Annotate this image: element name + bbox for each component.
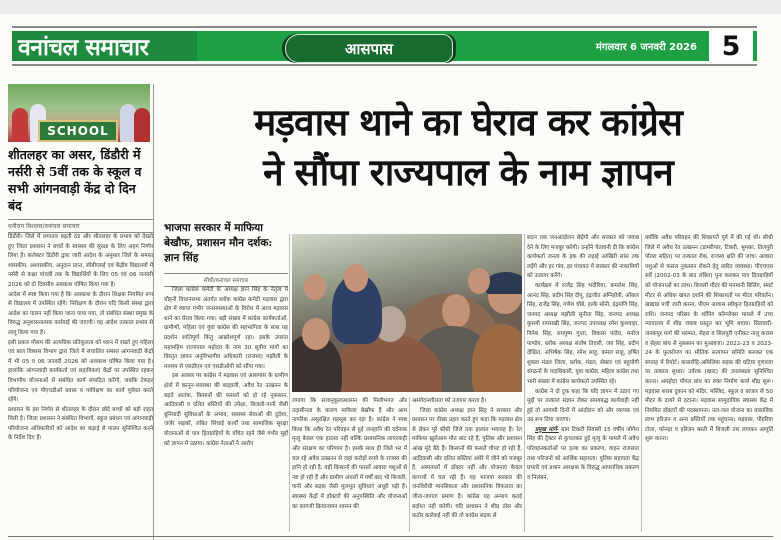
paragraph: प्रशासन के इस निर्णय से शीतलहर के दौरान छोटे बच्चों को बड़ी राहत मिली है। जिला प्रशासन ने संबंधित विभागों, स्कूल प्रबंधन एवं आंगनवाड़ी परियोजना अधिकारियों को आदेश का कड़ाई से पालन सुनिश्चित करने के निर्देश दिए हैं। [8, 406, 153, 442]
paragraph: सदन तक जनआंदोलन छेड़ेगी और सरकार को जवाब देने के लिए मजबूर करेगी। उन्होंने चेतावनी दी कि कांग्रेस कार्यकर्ता जनता के हक की लड़ाई आखिरी सांस तक लड़ेंगे और हर गांव, हर पंचायत में सरकार की नाकामियों को उजागर करेंगे। [527, 235, 639, 280]
story-column-1 [164, 286, 288, 532]
paragraph: इसी प्रकार मौसम की अत्यधिक प्रतिकूलता को ध्यान में रखते हुए महिला एवं बाल विकास विभाग द्वारा जिले में संचालित समस्त आंगनवाड़ी केंद्रों में भी 05 व 06 जनवरी 2026 को अवकाश घोषित किया गया है। हालांकि आंगनवाड़ी कार्यकर्ता एवं सहायिकाएं केंद्रों पर उपस्थित रहकर विभागीय योजनाओं से संबंधित कार्य संपादित करेंगी, जबकि टेकहर परियोजना एवं पीएचडीओ प्रवास व पर्यवेक्षण का कार्य पूर्ववत करते रहेंगे। [8, 339, 153, 404]
paragraph: लगाया कि सत्तानुकूलप्रशासन की मिलीभगत और उदासीनता के कारण माफिया बेखौफ हैं और आम नागरिक असुरक्षित महसूस कर रहा है। कांग्रेस ने स्पष्ट किया कि अवैध रेत परिवहन से हुई जनहानि की दर्दनाक मृत्यु केवल एक हादसा नहीं बल्कि प्रशासनिक लापरवाही और संरक्षण का परिणाम है। इसके साथ ही जिले भर में चल रहे अवैध उत्खनन से जहां करोड़ों रुपये के राजस्व की हानि हो रही है, वहीं किसानों की फसलें आवारा पशुओं से नष्ट हो रही हैं और ग्रामीण अंचलों में वर्षों बाद भी बिजली, पानी और सड़क जैसी मूलभूत सुविधाएं अधूरी पड़ी हैं। स्वास्थ्य केंद्रों में डॉक्टरों की अनुपस्थिति और योजनाओं का कागजी क्रियान्वयन शासन की [292, 398, 407, 510]
left-story [8, 84, 154, 540]
story-column-2 [292, 397, 407, 532]
child-figure [134, 108, 150, 142]
left-story-headline: शीतलहर का असर, डिंडौरी में नर्सरी से 5वीं तक के स्कूल व सभी आंगनवाड़ी केंद्र दो दिन बंद [8, 147, 142, 213]
column-divider [289, 234, 290, 532]
column-divider [641, 234, 642, 532]
paragraph: जिला कांग्रेस अध्यक्ष ज्ञान सिंह ने सरकार और प्रशासन पर तीखा प्रहार करते हुए कहा कि मड़वास क्षेत्र से लेकर पूरे सीधी जिले तक हालात भयावह हैं। रेत माफिया खुलेआम मौत बांट रहे हैं, पुलिस और प्रशासन आंख मूंदे बैठे हैं। किसानों की फसलें चौपट हो रही हैं, आदिवासी और दलित बस्तियां अंधेरे में जीने को मजबूर हैं, अस्पतालों में डॉक्टर नहीं और योजनाएं केवल कागजों में चल रही हैं। यह भाजपा सरकार की जनविरोधी मानसिकता और प्रशासनिक विफलता का जीता-जागता प्रमाण है। कांग्रेस यह अन्याय कतई बर्दाश्त नहीं करेगी। यदि प्रशासन ने शीघ्र ठोस और कठोर कार्रवाई नहीं की तो कांग्रेस सड़क से [412, 407, 522, 520]
person-head [344, 264, 368, 292]
protest-photo [292, 234, 522, 392]
newspaper-brand: वनांचल समाचार [12, 31, 197, 61]
headline-line-2: ने सौंपा राज्यपाल के नाम ज्ञापन [263, 151, 673, 194]
person-head [304, 274, 326, 300]
story-column-5 [645, 234, 773, 532]
issue-date: मंगलवार 6 जनवरी 2026 [595, 42, 697, 53]
school-children-photo [8, 84, 150, 142]
bottom-rule [8, 536, 773, 537]
paragraph: इस अवसर पर कांग्रेस ने मड़वास एवं आसपास के ग्रामीण क्षेत्रों में कानून-व्यवस्था की बदहाली, अवैध रेत उत्खनन के बढ़ते आतंक, किसानों की फसलों को हो रहे नुकसान, आदिवासी व दलित बस्तियों की उपेक्षा, बिजली-पानी जैसी बुनियादी सुविधाओं के अभाव, स्वास्थ्य सेवाओं की दुर्दशा, जर्जर सड़कों, लंबित सिंचाई कार्यों तथा सामाजिक सुरक्षा योजनाओं से पात्र हितग्राहियों के वंचित रहने जैसे गंभीर मुद्दों को ज्ञापन में उठाया। कांग्रेस नेताओं ने आरोप [164, 373, 288, 447]
story-column-4 [527, 234, 639, 532]
school-board-sign: SCHOOL [38, 120, 118, 142]
left-story-byline: धनीराम विश्वास/वनांचल समाचार [8, 219, 153, 233]
key-demands-label: प्रमुख मांगें- [535, 426, 559, 433]
child-figure [12, 108, 28, 142]
sub-headline: भाजपा सरकार में माफिया बेखौफ, प्रशासन मौन दर्शक: ज्ञान सिंह [164, 222, 273, 264]
main-headline [162, 98, 774, 198]
column-divider [409, 397, 410, 532]
section-label: आसपास [285, 34, 453, 63]
paragraph: कार्यक्रम में राजेंद्र सिंह भदौरिया, कमलेश सिंह, आनंद सिंह, प्रदीप सिंह दीपू, इंद्रजीत अग्निहोत्री, ओंकार सिंह, राजेंद्र सिंह, गणेश चौबे, हल्के सोनी, इंद्रमणि सिंह, जनपद अध्यक्ष मझौली सुनीता सिंह, जनपद अध्यक्ष कुसमी रामसखी सिंह, जनपद उपाध्यक्ष रमेश कुशवाहा, विनेश सिंह, रामपुष्प गुप्ता, विकास पांडेय, मनोज पाण्डेय, ब्लॉक अध्यक्ष संतोष तिवारी, जय सिंह, प्रदीप दीक्षित, अभिषेक सिंह, रमेश साहू, कमल साहू, हर्षित शुक्ला मंडल जिला, ब्लॉक, मंडल, सेक्टर एवं बहुयोगी संगठनों के पदाधिकारी, युवा कांग्रेस, महिला कांग्रेस तथा भारी संख्या में कांग्रेस कार्यकर्ता उपस्थित रहे। [527, 282, 639, 385]
column-divider [524, 234, 525, 532]
paragraph: असंवेदनशीलता को उजागर करता है। [412, 398, 487, 404]
main-story-byline: सीधी/वनांचल समाचार [164, 273, 288, 287]
paragraph: आदेश में स्पष्ट किया गया है कि अवकाश के दौरान शिक्षक नियमित रूप से विद्यालय में उपस्थित रहेंगे। निरीक्षण के दौरान यदि किसी संस्था द्वारा आदेश का पालन नहीं किया जाना पाया गया, तो संबंधित संस्था प्रमुख के विरुद्ध अनुशासनात्मक कार्रवाई की जाएगी। यह आदेश तत्काल प्रभाव से लागू किया गया है। [8, 291, 153, 336]
masthead [12, 26, 757, 66]
masthead-band [197, 31, 709, 61]
paragraph: क्योंकि अवैध परिवहन की शिकायतें पूर्व में की गई थीं। सीधी जिले में अवैध रेत उत्खनन (डामरीपार, टिकरी, भुमका, तिलपुरी पोंतरा सहित) पर तत्काल रोक, राजस्व क्षति की जांच। आवारा पशुओं से फसल नुकसान रोकने हेतु त्वरित व्यवस्था। पीएचएस सर्वे (2002-03 के बाद लंबित) पुनः कराकर पात्र हितग्राहियों को योजनाओं का लाभ। बिजली मीटर की मनमानी बिलिंग, स्मार्ट मीटर से अधिक खपत दर्शाने की शिकायतों पर मीटर परिवर्तन। खाद्यान्न पर्ची जारी करना, पीएम आवास स्वीकृत हितग्राहियों को राशि। जनपद परिसर के शॉपिंग कॉम्प्लेक्स मामले में उच्च न्यायालय में शीघ्र जवाब प्रस्तुत कर भूमि बचाव। सिलवारी-जनकपुर मार्ग की मरम्मत, सेहरा व सिलपुरी एनीकट नालू करास व सेहरा बांध से नुकसान का मुआवजा। 2022-23 व 2023-24 के फुलरोपण का भौतिक सत्यापन समिति बनाकर एक सप्ताह में रिपोर्ट। कासरोहि-अमिलिया सड़क की घटिया गुणवत्ता पर तत्काल सुधार। उर्वरक (खाद) की उपलब्धता सुनिश्चित करना। अमहोटा पोंगल बांध का रुका निर्माण कार्य शीघ्र शुरू। मड़वास शराब दुकान को मंदिर, मस्जिद, स्कूल व बाजार से 50 मीटर के दायरे से हटाना। मड़वास सामुदायिक स्वास्थ्य केंद्र में नियमित डॉक्टरों की पदस्थापना। नल-जल योजना का वास्तविक लाभ हरिजन व अन्य बस्तियों तक पहुंचाना। मड़वास, पौहरिया टोला, फोनहा व हरिजन बस्ती में बिजली तार लगाकर आपूर्ति शुरू करना। [645, 235, 773, 443]
person-head [302, 318, 330, 350]
masthead-end-bar [753, 31, 757, 61]
paragraph: जिला कांग्रेस कमेटी के अध्यक्ष ज्ञान सिंह के नेतृत्व में धौहनी विधानसभा अंतर्गत ब्लॉक कांग्रेस कमेटी मड़वास द्वारा क्षेत्र में व्याप्त गंभीर जनसमस्याओं के विरोध में आज मड़वास थाने का घेराव किया गया। बड़ी संख्या में कांग्रेस कार्यकर्ताओं, ग्रामीणों, महिला एवं युवा कांग्रेस की सहभागिता के साथ यह प्रदर्शन शांतिपूर्ण किंतु आक्रोशपूर्ण रहा। इसके उपरांत महामहिम राज्यपाल महोदय के नाम 30 सूत्रीय मांगों का विस्तृत ज्ञापन अनुविभागीय अधिकारी (राजस्व) मझौली के माध्यम से एसडीएम एवं एसडीओपी को सौंपा गया। [164, 287, 288, 370]
police-cap [486, 272, 522, 294]
newspaper-page [0, 14, 781, 540]
person-head [442, 294, 470, 328]
story-column-3 [412, 397, 522, 532]
paragraph-text: ग्राम टिकटी निवासी 15 वर्षीय जोगेश सिंह की ट्रैक्टर से कुचलकर हुई मृत्यु के मामले में अवैध परिवहनकर्ताओं पर हत्या का प्रकरण, वाहन राजसात तथा परिजनों को आर्थिक सहायता। पुलिस सहायता केंद्र प्रभारी एवं प्रधान आरक्षक के विरुद्ध आपराधिक प्रकरण व निलंबन, [527, 426, 639, 481]
left-story-body [8, 233, 153, 444]
person-head [468, 268, 490, 294]
paragraph: डिंडौरी। जिले में लगातार बढ़ती ठंड और शीतलहर के प्रभाव को देखते हुए जिला प्रशासन ने बच्चों के स्वास्थ्य की सुरक्षा के लिए अहम निर्णय लिया है। कलेक्टर डिंडौरी द्वारा जारी आदेश के अनुसार जिले के समस्त शासकीय, अशासकीय, अनुदान प्राप्त, सीबीएसई एवं केंद्रीय विद्यालयों में नर्सरी से कक्षा पांचवीं तक के विद्यार्थियों के लिए 05 एवं 06 जनवरी 2026 को दो दिवसीय अवकाश घोषित किया गया है। [8, 234, 153, 288]
headline-line-1: मड़वास थाने का घेराव कर कांग्रेस [254, 101, 682, 144]
paragraph [527, 426, 639, 484]
paragraph: कांग्रेस ने दो टूक कहा कि यदि ज्ञापन में उठाए गए मुद्दों पर तत्काल संज्ञान लेकर समयबद्ध कार्यवाही नहीं हुई तो आगामी दिनों में आंदोलन को और व्यापक एवं उग्र रूप दिया जाएगा। [527, 388, 639, 424]
page-number: 5 [709, 31, 753, 61]
